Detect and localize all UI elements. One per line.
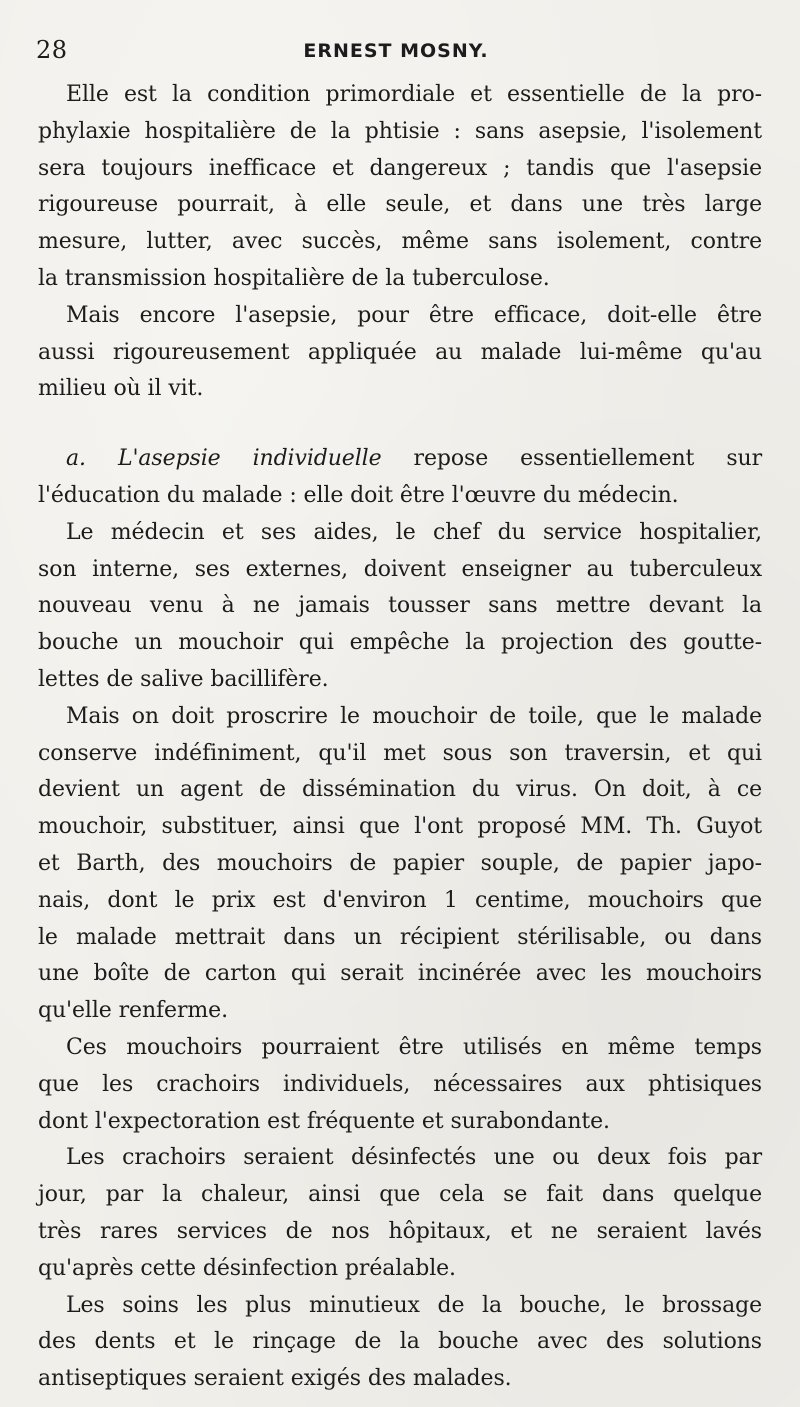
text-line: et Barth, des mouchoirs de papier souple, de papier japo- — [38, 850, 762, 876]
text-line: rigoureuse pourrait, à elle seule, et dans une très large — [38, 192, 762, 218]
page-number: 28 — [36, 36, 68, 64]
text-line: lettes de salive bacillifère. — [38, 666, 329, 692]
text-line: Elle est la condition primordiale et essentielle de la pro- — [66, 82, 762, 107]
text-line: antiseptiques seraient exigés des malades. — [38, 1366, 512, 1392]
text-line: Ces mouchoirs pourraient être utilisés en même temps — [66, 1034, 762, 1060]
text-line: jour, par la chaleur, ainsi que cela se fait dans quelque — [38, 1182, 762, 1208]
text-line: dont l'expectoration est fréquente et surabondante. — [38, 1108, 610, 1134]
text-line: bouche un mouchoir qui empêche la projection des goutte- — [38, 630, 762, 656]
paragraph — [38, 1288, 762, 1398]
text-line: mouchoir, substituer, ainsi que l'ont proposé MM. Th. Guyot — [38, 814, 762, 840]
text-line: qu'après cette désinfection préalable. — [38, 1255, 456, 1281]
paragraph — [38, 515, 762, 699]
text-run: repose essentiellement sur — [381, 446, 762, 472]
text-line: milieu où il vit. — [38, 376, 204, 402]
text-line: son interne, ses externes, doivent enseigner au tuberculeux — [38, 556, 762, 582]
text-line: sera toujours inefficace et dangereux ; tandis que l'asepsie — [38, 155, 762, 181]
text-line: Les crachoirs seraient désinfectés une ou deux fois par — [66, 1145, 762, 1171]
text-line: phylaxie hospitalière de la phtisie : sans asepsie, l'isolement — [38, 118, 762, 144]
text-line: aussi rigoureusement appliquée au malade lui-même qu'au — [38, 339, 762, 365]
body-text — [38, 77, 762, 1398]
paragraph — [38, 699, 762, 1030]
text-line: le malade mettrait dans un récipient stérilisable, ou dans — [38, 924, 762, 950]
paragraph-section-a — [38, 441, 762, 515]
text-line: nouveau venu à ne jamais tousser sans mettre devant la — [38, 593, 762, 619]
paragraph — [38, 77, 762, 298]
text-line: qu'elle renferme. — [38, 998, 228, 1024]
text-line: Mais on doit proscrire le mouchoir de toile, que le malade — [66, 703, 762, 729]
text-line: des dents et le rinçage de la bouche avec des solutions — [38, 1329, 762, 1355]
running-title: ERNEST MOSNY. — [303, 40, 489, 62]
text-line: Les soins les plus minutieux de la bouche, le brossage — [66, 1292, 762, 1318]
running-head — [36, 34, 756, 68]
text-line: nais, dont le prix est d'environ 1 centime, mouchoirs que — [38, 887, 762, 913]
text-line: Mais encore l'asepsie, pour être efficace, doit-elle être — [66, 302, 762, 328]
italic-term: L'asepsie individuelle — [117, 446, 382, 472]
text-line: la transmission hospitalière de la tuberculose. — [38, 265, 550, 291]
paragraph — [38, 298, 762, 408]
text-line: l'éducation du malade : elle doit être l'œuvre du médecin. — [38, 482, 679, 508]
text-line: Le médecin et ses aides, le chef du service hospitalier, — [66, 519, 762, 545]
text-line: mesure, lutter, avec succès, même sans isolement, contre — [38, 229, 762, 255]
paragraph — [38, 1030, 762, 1140]
text-line: très rares services de nos hôpitaux, et ne seraient lavés — [38, 1218, 762, 1244]
text-line: une boîte de carton qui serait incinérée avec les mouchoirs — [38, 961, 762, 987]
section-marker: a. — [66, 446, 118, 472]
paragraph — [38, 1140, 762, 1287]
text-line — [38, 441, 762, 478]
text-line: que les crachoirs individuels, nécessaires aux phtisiques — [38, 1071, 762, 1097]
text-line: conserve indéfiniment, qu'il met sous son traversin, et qui — [38, 740, 762, 766]
text-line: devient un agent de dissémination du virus. On doit, à ce — [38, 777, 762, 803]
